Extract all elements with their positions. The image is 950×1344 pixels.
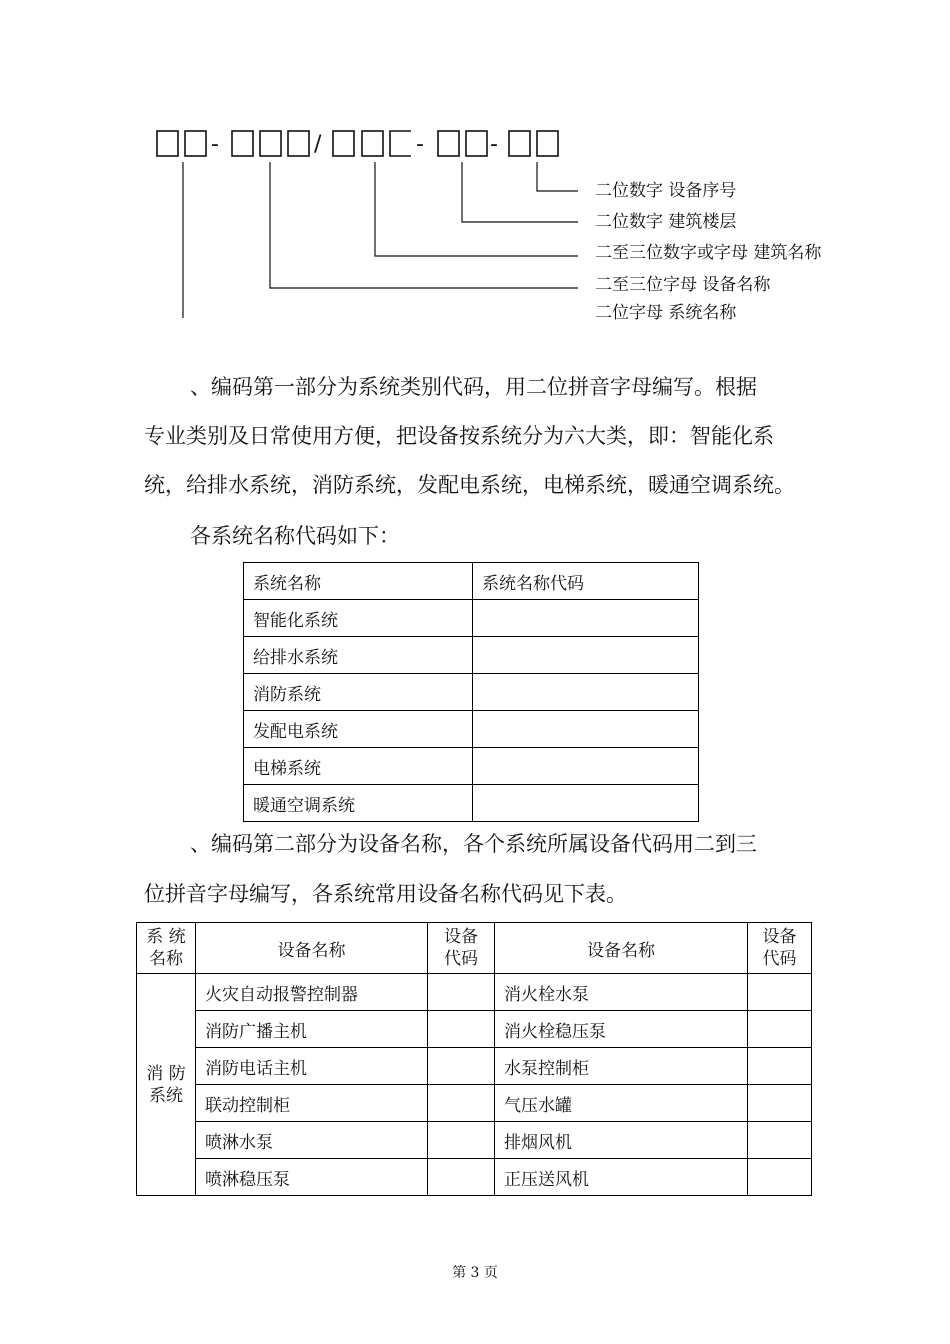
device-code-cell: [748, 974, 812, 1011]
connector-building: [375, 162, 578, 256]
connector-device: [270, 162, 578, 288]
code-box: [185, 131, 206, 156]
code-box: [438, 131, 459, 156]
table-header-row: [244, 563, 699, 600]
device-name-cell: 正压送风机: [495, 1159, 748, 1196]
table-row: [137, 974, 812, 1011]
separator: -: [211, 132, 219, 157]
code-box: [260, 131, 281, 156]
device-name-cell: 气压水罐: [495, 1085, 748, 1122]
system-code-cell: [473, 711, 699, 748]
legend-system: 二位字母 系统名称: [595, 303, 737, 323]
code-box: [157, 131, 178, 156]
code-box: [509, 131, 530, 156]
table-row: [244, 674, 699, 711]
code-box: [288, 131, 309, 156]
device-code-cell: [428, 1085, 495, 1122]
device-name-cell: 联动控制柜: [196, 1085, 428, 1122]
device-code-cell: [428, 1011, 495, 1048]
table-row: [244, 748, 699, 785]
system-code-cell: [473, 637, 699, 674]
table-row: [244, 600, 699, 637]
device-name-cell: 水泵控制柜: [495, 1048, 748, 1085]
table-row: [137, 1048, 812, 1085]
system-name-cell: 电梯系统: [244, 748, 473, 785]
device-code-cell: [748, 1011, 812, 1048]
paragraph-line: 、编码第二部分为设备名称，各个系统所属设备代码用二到三: [190, 832, 757, 856]
table-row: [137, 1122, 812, 1159]
code-box: [232, 131, 253, 156]
system-name-cell: 暖通空调系统: [244, 785, 473, 822]
device-name-cell: 喷淋水泵: [196, 1122, 428, 1159]
device-code-cell: [428, 1159, 495, 1196]
header-cell: 系统名称代码: [473, 563, 699, 600]
separator: -: [490, 132, 498, 157]
device-code-cell: [748, 1122, 812, 1159]
separator: /: [314, 132, 322, 157]
system-code-table: [243, 562, 699, 822]
device-name-cell: 排烟风机: [495, 1122, 748, 1159]
paragraph-line: 各系统名称代码如下：: [190, 524, 400, 548]
system-name-cell: 发配电系统: [244, 711, 473, 748]
header-cell: 系统名称: [244, 563, 473, 600]
code-box: [390, 131, 411, 156]
device-code-cell: [748, 1048, 812, 1085]
device-code-cell: [748, 1159, 812, 1196]
device-name-cell: 消火栓水泵: [495, 974, 748, 1011]
legend-device: 二至三位字母 设备名称: [595, 275, 771, 295]
paragraph-line: 位拼音字母编写，各系统常用设备名称代码见下表。: [144, 882, 627, 906]
system-code-cell: [473, 674, 699, 711]
group-cell: 消 防 系统: [137, 974, 196, 1196]
device-name-cell: 消防电话主机: [196, 1048, 428, 1085]
header-device-code: 设备 代码: [428, 923, 495, 974]
equipment-code-table: [136, 922, 812, 1196]
code-box: [466, 131, 487, 156]
header-device-code: 设备 代码: [748, 923, 812, 974]
table-row: [137, 1159, 812, 1196]
system-code-cell: [473, 600, 699, 637]
page-number: 第 3 页: [452, 1265, 498, 1281]
device-name-cell: 喷淋稳压泵: [196, 1159, 428, 1196]
system-code-cell: [473, 748, 699, 785]
paragraph-line: 、编码第一部分为系统类别代码，用二位拼音字母编写。根据: [190, 375, 757, 399]
separator: -: [416, 132, 424, 157]
device-name-cell: 火灾自动报警控制器: [196, 974, 428, 1011]
code-box: [333, 131, 354, 156]
table-row: [244, 711, 699, 748]
device-code-cell: [428, 1048, 495, 1085]
device-code-cell: [428, 1122, 495, 1159]
code-box: [362, 131, 383, 156]
device-code-cell: [428, 974, 495, 1011]
system-code-cell: [473, 785, 699, 822]
code-format-diagram: [0, 0, 950, 330]
device-name-cell: 消防广播主机: [196, 1011, 428, 1048]
connector-floor: [462, 162, 578, 222]
paragraph-line: 专业类别及日常使用方便，把设备按系统分为六大类，即：智能化系: [144, 424, 774, 448]
device-code-cell: [748, 1085, 812, 1122]
legend-building: 二至三位数字或字母 建筑名称: [595, 243, 822, 263]
table-row: [244, 637, 699, 674]
system-name-cell: 给排水系统: [244, 637, 473, 674]
code-box: [537, 131, 558, 156]
system-name-cell: 智能化系统: [244, 600, 473, 637]
legend-sequence: 二位数字 设备序号: [595, 181, 737, 201]
device-name-cell: 消火栓稳压泵: [495, 1011, 748, 1048]
header-system-name: 系 统 名称: [137, 923, 196, 974]
system-name-cell: 消防系统: [244, 674, 473, 711]
table-header-row: [137, 923, 812, 974]
connector-sequence: [537, 162, 578, 191]
paragraph-line: 统，给排水系统，消防系统，发配电系统，电梯系统，暖通空调系统。: [144, 473, 795, 497]
table-row: [244, 785, 699, 822]
legend-floor: 二位数字 建筑楼层: [595, 212, 737, 232]
table-row: [137, 1011, 812, 1048]
header-device-name: 设备名称: [196, 923, 428, 974]
header-device-name: 设备名称: [495, 923, 748, 974]
table-row: [137, 1085, 812, 1122]
